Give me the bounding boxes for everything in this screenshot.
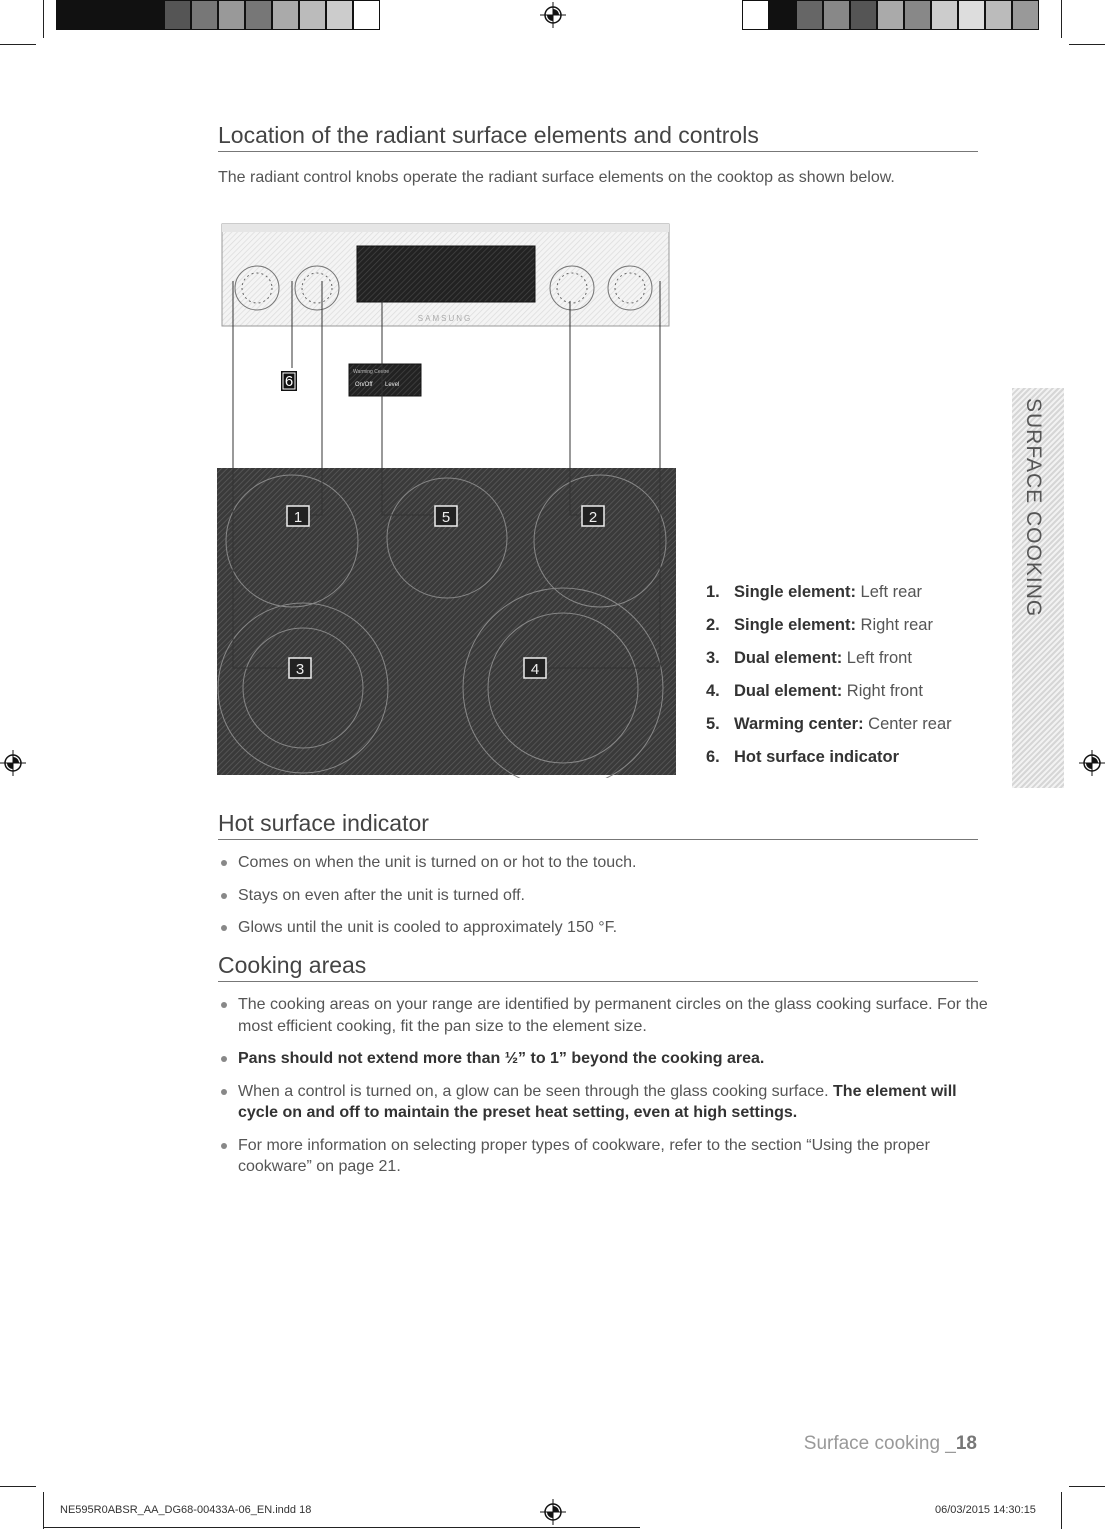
crop-mark — [1069, 44, 1105, 45]
crop-mark — [1061, 0, 1062, 38]
print-slug-datetime: 06/03/2015 14:30:15 — [935, 1504, 1036, 1516]
cooking-areas-list — [218, 994, 988, 1189]
legend-item: 6. Hot surface indicator — [706, 748, 900, 766]
brand-logo: SAMSUNG — [417, 314, 473, 323]
callout-5 — [435, 506, 457, 526]
warming-center-inset — [349, 364, 421, 396]
crop-mark — [0, 44, 36, 45]
warming-level-button: Level — [385, 382, 400, 388]
element-legend — [706, 576, 952, 774]
crop-mark — [43, 1492, 44, 1529]
hot-surface-heading: Hot surface indicator — [218, 810, 978, 840]
control-panel — [222, 224, 669, 326]
list-item: When a control is turned on, a glow can be seen through the glass cooking surface. The element will cycle on and off to maintain the preset heat setting, even at high settings. — [218, 1081, 988, 1124]
hot-surface-list — [218, 852, 988, 950]
warming-onoff-button: On/Off — [355, 382, 373, 388]
svg-text:5: 5 — [441, 509, 451, 526]
callout-1 — [287, 506, 309, 526]
list-item: Comes on when the unit is turned on or hot to the touch. — [218, 852, 988, 874]
svg-text:4: 4 — [530, 661, 540, 678]
legend-item: 5. Warming center: Center rear — [706, 715, 952, 733]
crop-mark — [0, 1486, 36, 1487]
section-heading: Location of the radiant surface elements and controls — [218, 122, 978, 152]
svg-text:3: 3 — [295, 661, 305, 678]
list-item: For more information on selecting proper types of cookware, refer to the section “Using the proper cookware” on page 21. — [218, 1135, 988, 1178]
chapter-side-tab-label: SURFACE COOKING — [1022, 398, 1045, 618]
svg-text:1: 1 — [293, 509, 303, 526]
callout-4 — [524, 658, 546, 678]
list-item: Glows until the unit is cooled to approximately 150 °F. — [218, 917, 988, 939]
registration-target-icon — [0, 750, 26, 776]
registration-target-icon — [540, 1499, 566, 1525]
chapter-side-tab — [1012, 388, 1064, 788]
cooktop-diagram — [217, 218, 679, 778]
crop-mark — [1069, 1486, 1105, 1487]
registration-bar-left — [56, 0, 380, 32]
svg-text:6: 6 — [284, 373, 294, 390]
callout-3 — [289, 658, 311, 678]
print-slug-file: NE595R0ABSR_AA_DG68-00433A-06_EN.indd 18 — [60, 1504, 312, 1516]
page-footer — [804, 1433, 977, 1455]
footer-section: Surface cooking _ — [803, 1433, 956, 1454]
cooking-areas-heading: Cooking areas — [218, 952, 978, 982]
crop-mark — [1061, 1492, 1062, 1529]
oven-display-panel — [357, 246, 535, 302]
registration-target-icon — [540, 2, 566, 28]
warming-center-heading: Warming Centre — [353, 369, 390, 375]
slug-rule — [44, 1527, 640, 1528]
callout-2 — [582, 506, 604, 526]
svg-text:2: 2 — [588, 509, 598, 526]
intro-paragraph: The radiant control knobs operate the radiant surface elements on the cooktop as shown below. — [218, 169, 895, 186]
legend-item: 1. Single element: Left rear — [706, 583, 922, 601]
crop-mark — [43, 0, 44, 38]
page-number: 18 — [955, 1433, 977, 1454]
list-item: Pans should not extend more than ½” to 1” beyond the cooking area. — [218, 1048, 988, 1070]
legend-item: 3. Dual element: Left front — [706, 649, 912, 667]
callout-6 — [281, 371, 297, 391]
registration-bar-right — [742, 0, 1039, 32]
legend-item: 2. Single element: Right rear — [706, 616, 933, 634]
list-item: The cooking areas on your range are identified by permanent circles on the glass cooking surface. For the most efficient cooking, fit the pan size to the element size. — [218, 994, 988, 1037]
list-item: Stays on even after the unit is turned off. — [218, 885, 988, 907]
legend-item: 4. Dual element: Right front — [706, 682, 923, 700]
registration-target-icon — [1079, 750, 1105, 776]
